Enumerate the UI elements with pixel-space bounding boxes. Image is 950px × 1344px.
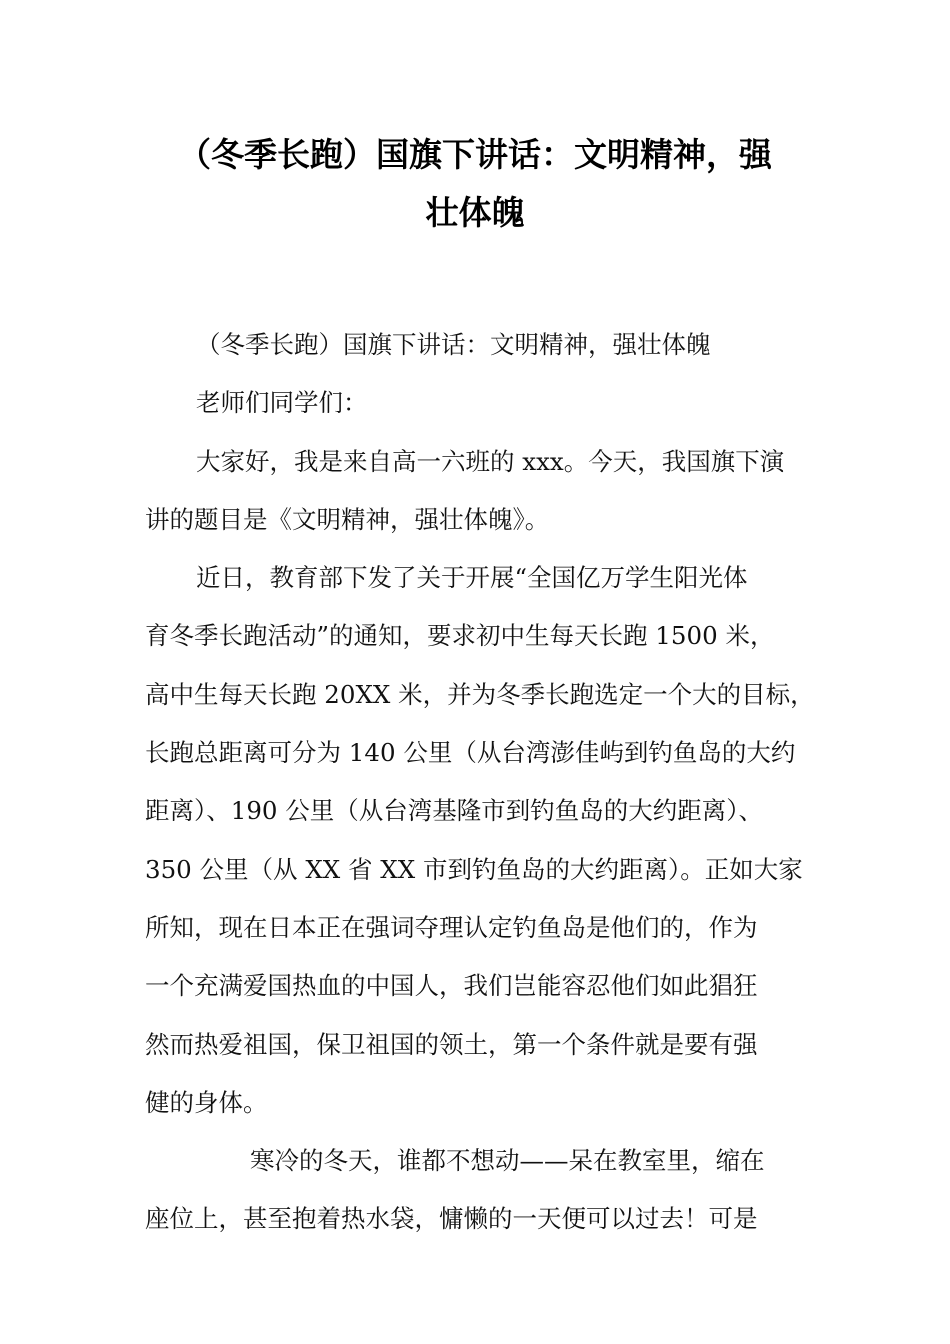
paragraph-line: 所知，现在日本正在强词夺理认定钓鱼岛是他们的，作为: [145, 912, 758, 942]
paragraph-line: 大家好，我是来自高一六班的 xxx。今天，我国旗下演: [196, 446, 785, 476]
paragraph-line: 然而热爱祖国，保卫祖国的领土，第一个条件就是要有强: [145, 1029, 758, 1059]
paragraph-line: 寒冷的冬天，谁都不想动——呆在教室里，缩在: [250, 1146, 765, 1176]
title-line: （冬季长跑）国旗下讲话：文明精神，强: [178, 135, 772, 174]
salutation-paragraph: 老师们同学们：: [196, 388, 368, 418]
paragraph-line: 讲的题目是《文明精神，强壮体魄》。: [145, 504, 550, 534]
title-line: 壮体魄: [425, 193, 525, 232]
paragraph-line: 长跑总距离可分为 140 公里（从台湾澎佳屿到钓鱼岛的大约: [145, 738, 796, 768]
paragraph-line: 座位上，甚至抱着热水袋，慵懒的一天便可以过去！可是: [145, 1204, 758, 1234]
paragraph-line: 350 公里（从 XX 省 XX 市到钓鱼岛的大约距离）。正如大家: [145, 854, 803, 884]
subtitle-paragraph: （冬季长跑）国旗下讲话：文明精神，强壮体魄: [196, 330, 711, 359]
paragraph-line: 一个充满爱国热血的中国人，我们岂能容忍他们如此猖狂: [145, 971, 758, 1001]
paragraph-line: 育冬季长跑活动”的通知，要求初中生每天长跑 1500 米，: [145, 621, 775, 651]
paragraph-line: 高中生每天长跑 20XX 米，并为冬季长跑选定一个大的目标，: [145, 679, 815, 709]
paragraph-line: 健的身体。: [145, 1087, 268, 1117]
paragraph-line: 近日，教育部下发了关于开展“全国亿万学生阳光体: [196, 563, 748, 593]
paragraph-line: 距离）、190 公里（从台湾基隆市到钓鱼岛的大约距离）、: [145, 796, 764, 826]
document-title: [140, 126, 810, 242]
document-body: [145, 316, 815, 1249]
